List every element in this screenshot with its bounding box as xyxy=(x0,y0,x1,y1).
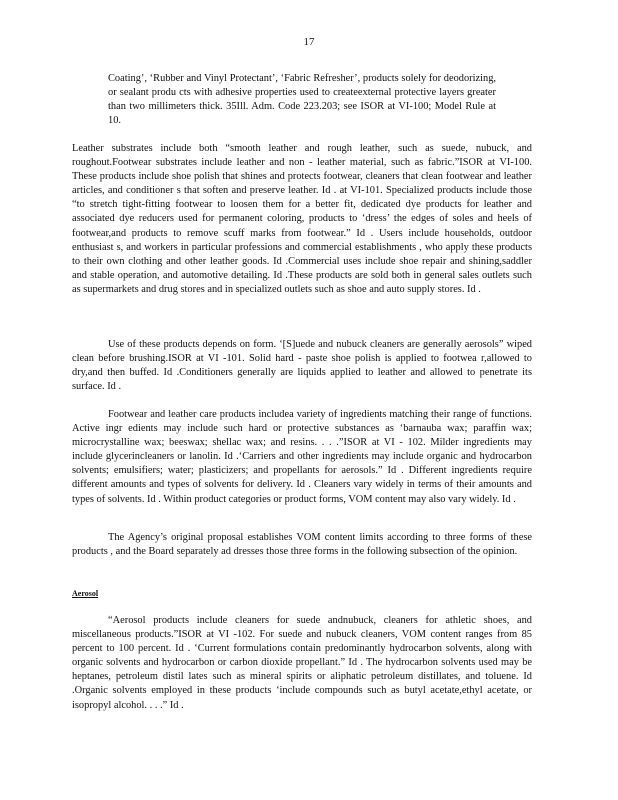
paragraph-leather-substrates: Leather substrates include both “smooth leather and rough leather, such as suede, nubuck, and roughout.Footwear substrates include leather and non - leather material, such as fabric.”ISOR at VI-100. These products include shoe polish that shines and protects footwear, cleaners that clean footwear and leather articles, and conditioner s that soften and preserve leather. Id . at VI-101. Specialized products include those “to stretch tight-fitting footwear to loosen them for a better fit, dedicated dye products for leather and associated dye reducers used for permanent coloring, products to ‘dress’ the edges of soles and heels of footwear,and products to remove scuff marks from footwear.” Id . Users include households, outdoor enthusiast s, and workers in particular professions and commercial establishments , who apply these products to their own clothing and other leather goods. Id .Commercial uses include shoe repair and shining,saddler and stable operation, and automotive detailing. Id .These products are sold both in general sales outlets such as supermarkets and drug stores and in specialized outlets such as shoe and auto supply stores. Id . xyxy=(72,143,532,295)
paragraph-aerosol: “Aerosol products include cleaners for suede andnubuck, cleaners for athletic shoes, and miscellaneous products.”ISOR at VI -102. For suede and nubuck cleaners, VOM content ranges from 85 percent to 100 percent. Id . ‘Current formulations contain predominantly hydrocarbon solvents, along with organic solvents and hydrocarbon or carbon dioxide propellant.” Id . The hydrocarbon solvents used may be heptanes, petroleum distil lates such as mineral spirits or aliphatic petroleum distillates, and toluene. Id .Organic solvents employed in these products ‘include compounds such as butyl acetate,ethyl acetate, or isopropyl alcohol. . . .” Id . xyxy=(72,615,532,711)
block-quote: Coating’, ‘Rubber and Vinyl Protectant’, ‘Fabric Refresher’, products solely for deodorizing, or sealant produ cts with adhesive properties used to createexternal protective layers greater than two millimeters thick. 35Ill. Adm. Code 223.203; see ISOR at VI-100; Model Rule at 10. xyxy=(108,73,496,127)
page-number: 17 xyxy=(303,36,315,48)
paragraph-use-of-products: Use of these products depends on form. ‘[S]uede and nubuck cleaners are generally aerosols” wiped clean before brushing.ISOR at VI -101. Solid hard - paste shoe polish is applied to footwea r,allowed to dry,and then buffed. Id .Conditioners generally are liquids applied to leather and allowed to penetrate its surface. Id . xyxy=(72,339,532,393)
paragraph-ingredients: Footwear and leather care products includea variety of ingredients matching their range of functions. Active ingr edients may include such hard or protective substances as ‘barnauba wax; paraffin wax; microcrystalline wax; beeswax; shellac wax; and resins. . . .”ISOR at VI - 102. Milder ingredients may include glycerincleaners or lanolin. Id .‘Carriers and other ingredients may include organic and hydrocarbon solvents; emulsifiers; water; plasticizers; and propellants for aerosols.” Id . Different ingredients require different amounts and types of solvents for delivery. Id . Cleaners vary widely in terms of their amounts and types of solvents. Id . Within product categories or product forms, VOM content may also vary widely. Id . xyxy=(72,409,532,505)
section-heading-aerosol: Aerosol xyxy=(72,589,99,598)
paragraph-agency-proposal: The Agency’s original proposal establishes VOM content limits according to three forms of these products , and the Board separately ad dresses those three forms in the following subsection of the opinion. xyxy=(72,532,532,558)
